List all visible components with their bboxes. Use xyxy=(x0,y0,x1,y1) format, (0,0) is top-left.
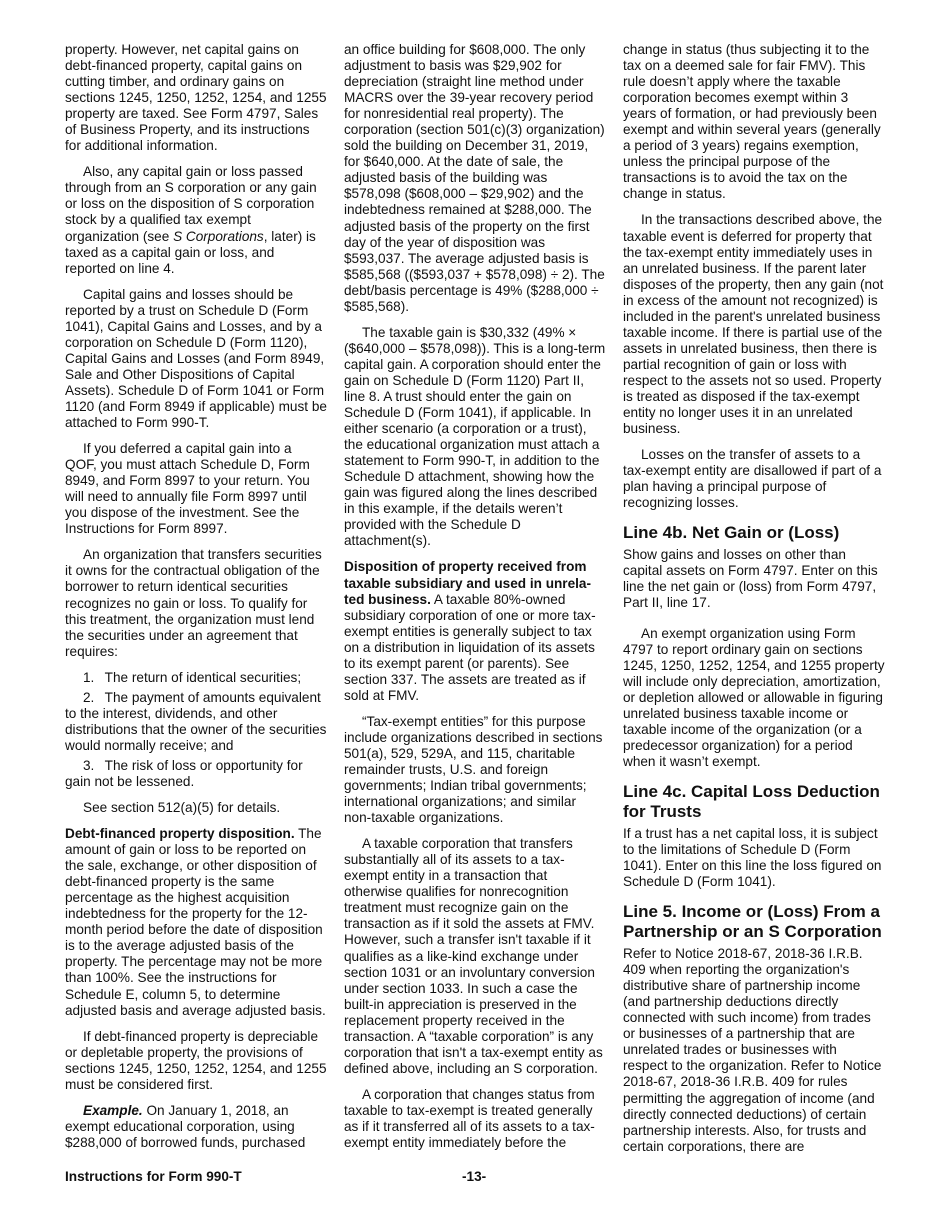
paragraph: An organization that transfers securities it owns for the contractual obligation of the borrower to return identical securities recognizes no gain or loss. To qualify for this treatment, the organization must lend the securities under an agreement that requires: xyxy=(65,547,322,659)
section-heading-line-4b: Line 4b. Net Gain or (Loss) xyxy=(623,523,840,543)
paragraph: In the transactions described above, the taxable event is deferred for property that the tax-exempt entity immediately uses in an unrelated business. If the parent later disposes of the property, then any gain (not in excess of the amount not recognized) is included in the parent's unrelated business taxable income. If there is partial use of the assets in unrelated business, then there is partial recognition of gain or loss with respect to the assets not so used. Property is treated as disposed if the tax-exempt entity no longer uses it in an unrelated business. xyxy=(623,212,884,437)
paragraph: If you deferred a capital gain into a QOF, you must attach Schedule D, Form 8949, and Form 8997 to your return. You will need to annually file Form 8997 until you dispose of the investment. See the Instructions for Form 8997. xyxy=(65,441,310,537)
list-item: 1. The return of identical securities; xyxy=(83,669,302,685)
paragraph: change in status (thus subjecting it to the tax on a deemed sale for fair FMV). This rule doesn’t apply where the taxable corporation becomes exempt within 3 years of formation, or had previously been exempt and within several years (generally a period of 3 years) regains exemption, unless the principal purpose of the transactions is to avoid the tax on the change in status. xyxy=(623,42,881,202)
paragraph: A corporation that changes status from taxable to tax-exempt is treated generally as if it transferred all of its assets to a tax-exempt entity immediately before the xyxy=(344,1086,595,1151)
list-item: 2. The payment of amounts equivalent to the interest, dividends, and other distributions that the owner of the securities would normally receive; and xyxy=(65,689,327,753)
paragraph: See section 512(a)(5) for details. xyxy=(83,800,281,816)
paragraph: “Tax-exempt entities” for this purpose include organizations described in sections 501(a), 529, 529A, and 115, charitable remainder trusts, U.S. and foreign governments; Indian tribal governments; international organizations; and similar non-taxable organizations. xyxy=(344,713,603,826)
paragraph: Refer to Notice 2018-67, 2018-36 I.R.B. 409 when reporting the organization's distributive share of partnership income (and partnership deductions directly connected with such income) from trades or businesses of a partnership that are unrelated trades or businesses with respect to the organization. Refer to Notice 2018-67, 2018-36 I.R.B. 409 for rules permitting the aggregation of income (and directly connected deductions) of certain partnership interests. Also, for trusts and certain corporations, there are xyxy=(623,946,882,1154)
paragraph: Losses on the transfer of assets to a tax-exempt entity are disallowed if part of a plan having a principal purpose of recognizing losses. xyxy=(623,447,882,511)
section-heading-line-5: Line 5. Income or (Loss) From a Partnership or an S Corporation xyxy=(623,902,882,942)
paragraph: A taxable corporation that transfers substantially all of its assets to a tax-exempt entity in a transaction that otherwise qualifies for nonrecognition treatment must recognize gain on the transaction as if it sold the assets at FMV. However, such a transfer isn't taxable if it qualifies as a like-kind exchange under section 1031 or an involuntary conversion under section 1033. In such a case the built-in appreciation is preserved in the replacement property received in the transaction. A “taxable corporation” is any corporation that isn't a tax-exempt entity as defined above, including an S corporation. xyxy=(344,836,603,1076)
paragraph xyxy=(65,826,327,1019)
example-label: Example. xyxy=(83,1102,143,1118)
column-middle xyxy=(344,42,606,1161)
paragraph: An exempt organization using Form 4797 to report ordinary gain on sections 1245, 1250, 1252, 1254, and 1255 property will include only depreciation, amortization, or depletion allowed or allowable in figuring unrelated business taxable income or taxable income of the organization (or a predecessor organization) for a period when it wasn’t exempt. xyxy=(623,625,885,769)
paragraph xyxy=(344,559,606,703)
run-in-heading: Disposition of property received from taxable subsidiary and used in unrela-ted business. xyxy=(344,559,592,607)
column-right xyxy=(623,42,885,1165)
list-item: 3. The risk of loss or opportunity for gain not be lessened. xyxy=(65,757,303,789)
paragraph: The taxable gain is $30,332 (49% × ($640,000 – $578,098)). This is a long-term capital gain. A corporation should enter the gain on Schedule D (Form 1120) Part II, line 8. A trust should enter the gain on Schedule D (Form 1041), if applicable. In either scenario (a corporation or a trust), the educational organization must attach a statement to Form 990-T, in addition to the Schedule D attachment, showing how the gain was figured along the lines described in this example, if the details weren’t provided with the Schedule D attachment(s). xyxy=(344,324,606,549)
paragraph xyxy=(65,164,327,276)
italic-reference: S Corporations xyxy=(173,228,264,244)
page-number: -13- xyxy=(462,1169,487,1184)
text-run: On January 1, 2018, an exempt educational corporation, using $288,000 of borrowed funds, purchased xyxy=(65,1102,306,1150)
run-in-heading: Debt-financed property disposition. xyxy=(65,826,295,842)
paragraph xyxy=(65,1103,327,1151)
footer-form-title: Instructions for Form 990-T xyxy=(65,1169,242,1184)
text-run: A taxable 80%-owned subsidiary corporation of one or more tax-exempt entities is generally subject to tax on a distribution in liquidation of its assets to its exempt parent (or parents). See section 337. The assets are treated as if sold at FMV. xyxy=(344,591,596,703)
text-run: Also, any capital gain or loss passed through from an S corporation or any gain or loss on the disposition of S corporation stock by a qualified tax exempt organization (see xyxy=(65,164,317,244)
paragraph: property. However, net capital gains on debt-financed property, capital gains on cutting timber, and ordinary gains on sections 1245, 1250, 1252, 1254, and 1255 property are taxed. See Form 4797, Sales of Business Property, and its instructions for additional information. xyxy=(65,42,327,154)
paragraph: Capital gains and losses should be reported by a trust on Schedule D (Form 1041), Capital Gains and Losses, and by a corporation on Schedule D (Form 1120), Capital Gains and Losses (and Form 8949, Sale and Other Dispositions of Capital Assets). Schedule D of Form 1041 or Form 1120 (and Form 8949 if applicable) must be attached to Form 990-T. xyxy=(65,286,327,431)
text-run: The amount of gain or loss to be reported on the sale, exchange, or other disposition of debt-financed property is the same percentage as the highest acquisition indebtedness for the property for the 12-month period before the date of disposition is to the average adjusted basis of the property. The percentage may not be more than 100%. See the instructions for Schedule E, column 5, to determine adjusted basis and average adjusted basis. xyxy=(65,826,326,1018)
paragraph: an office building for $608,000. The only adjustment to basis was $29,902 for depreciation (straight line method under MACRS over the 39-year recovery period for nonresidential real property). The corporation (section 501(c)(3) organization) sold the building on December 31, 2019, for $640,000. At the date of sale, the adjusted basis of the building was $578,098 ($608,000 – $29,902) and the indebtedness remained at $288,000. The adjusted basis of the property on the first day of the year of disposition was $593,037. The average adjusted basis is $585,568 (($593,037 + $578,098) ÷ 2). The debt/basis percentage is 49% ($288,000 ÷ $585,568). xyxy=(344,42,605,314)
paragraph: If a trust has a net capital loss, it is subject to the limitations of Schedule D (Form 1041). Enter on this line the loss figured on Schedule D (Form 1041). xyxy=(623,825,882,890)
column-left xyxy=(65,42,327,1161)
text-run: , later) is taxed as a capital gain or loss, and reported on line 4. xyxy=(65,228,316,276)
paragraph: If debt-financed property is depreciable or depletable property, the provisions of sections 1245, 1250, 1252, 1254, and 1255 must be considered first. xyxy=(65,1028,327,1092)
paragraph: Show gains and losses on other than capital assets on Form 4797. Enter on this line the net gain or (loss) from Form 4797, Part II, line 17. xyxy=(623,547,878,611)
section-heading-line-4c: Line 4c. Capital Loss Deduction for Trusts xyxy=(623,781,880,821)
